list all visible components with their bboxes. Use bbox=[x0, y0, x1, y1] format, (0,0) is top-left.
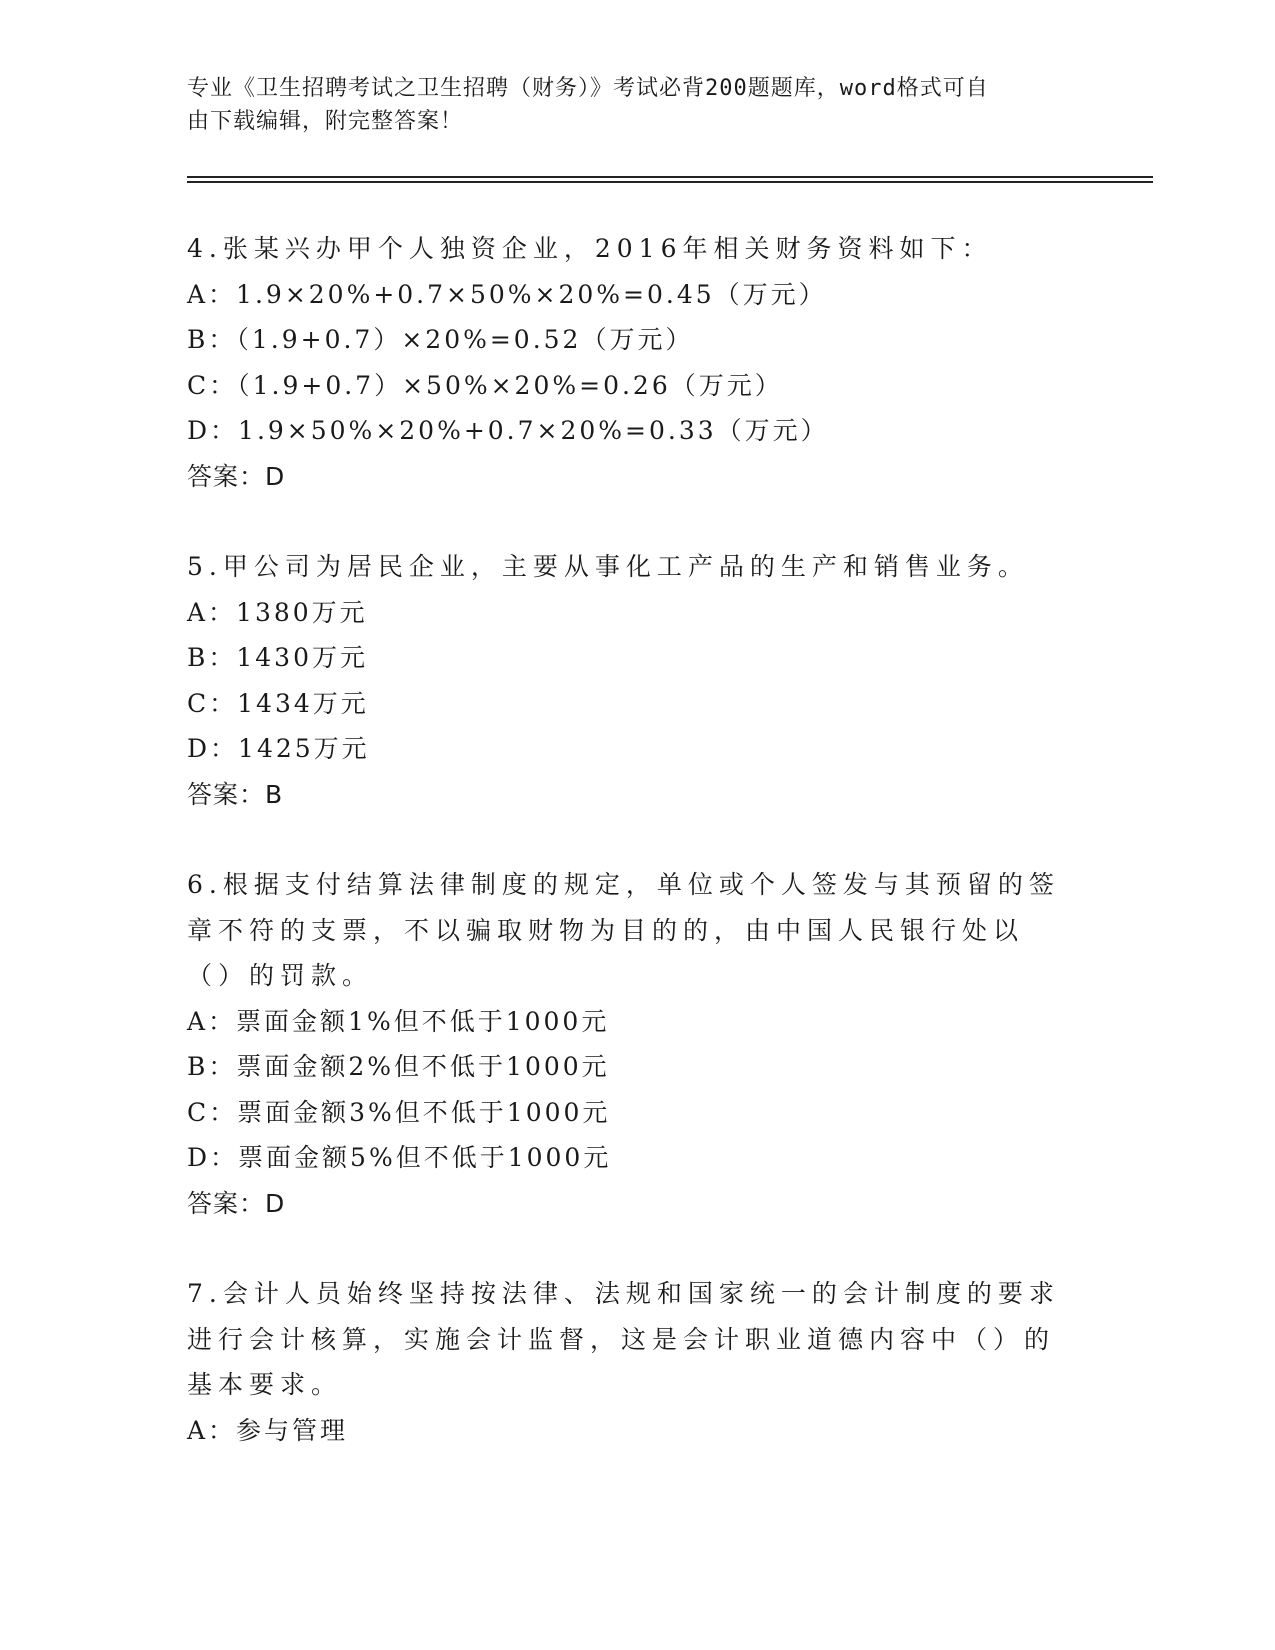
question-7 bbox=[187, 1271, 1067, 1453]
question-stem: 7.会计人员始终坚持按法律、法规和国家统一的会计制度的要求进行会计核算，实施会计监督，这是会计职业道德内容中（）的基本要求。 bbox=[187, 1279, 1060, 1399]
option-d: D：1.9×50%×20%+0.7×20%=0.33（万元） bbox=[187, 416, 829, 445]
option-a: A：1.9×20%+0.7×50%×20%=0.45（万元） bbox=[187, 279, 827, 309]
option-a: A：参与管理 bbox=[187, 1415, 349, 1445]
question-5 bbox=[187, 544, 1067, 817]
option-d: D：1425万元 bbox=[187, 734, 370, 763]
option-c: C：1434万元 bbox=[187, 688, 369, 718]
option-c: C：（1.9+0.7）×50%×20%=0.26（万元） bbox=[187, 370, 783, 400]
header-line-1: 专业《卫生招聘考试之卫生招聘（财务）》考试必背200题题库，word格式可自 bbox=[187, 76, 989, 101]
option-a: A：1380万元 bbox=[187, 597, 368, 627]
document-header bbox=[187, 72, 1067, 138]
question-stem: 4.张某兴办甲个人独资企业，2016年相关财务资料如下： bbox=[187, 234, 993, 263]
question-4 bbox=[187, 226, 1067, 499]
header-divider-top bbox=[187, 176, 1153, 178]
answer: 答案：B bbox=[187, 779, 284, 809]
question-stem: 5.甲公司为居民企业，主要从事化工产品的生产和销售业务。 bbox=[187, 552, 1029, 581]
option-c: C：票面金额3%但不低于1000元 bbox=[187, 1097, 611, 1127]
option-b: B：（1.9+0.7）×20%=0.52（万元） bbox=[187, 325, 694, 354]
answer: 答案：D bbox=[187, 1188, 286, 1218]
option-b: B：票面金额2%但不低于1000元 bbox=[187, 1052, 610, 1081]
option-d: D：票面金额5%但不低于1000元 bbox=[187, 1143, 612, 1172]
header-divider-bottom bbox=[187, 181, 1153, 183]
question-list bbox=[187, 226, 1067, 1453]
option-a: A：票面金额1%但不低于1000元 bbox=[187, 1006, 610, 1036]
answer: 答案：D bbox=[187, 461, 286, 491]
question-6 bbox=[187, 862, 1067, 1226]
header-line-2: 由下载编辑，附完整答案！ bbox=[187, 109, 464, 134]
option-b: B：1430万元 bbox=[187, 643, 368, 672]
question-stem: 6.根据支付结算法律制度的规定，单位或个人签发与其预留的签章不符的支票，不以骗取财物为目的的，由中国人民银行处以（）的罚款。 bbox=[187, 870, 1060, 990]
